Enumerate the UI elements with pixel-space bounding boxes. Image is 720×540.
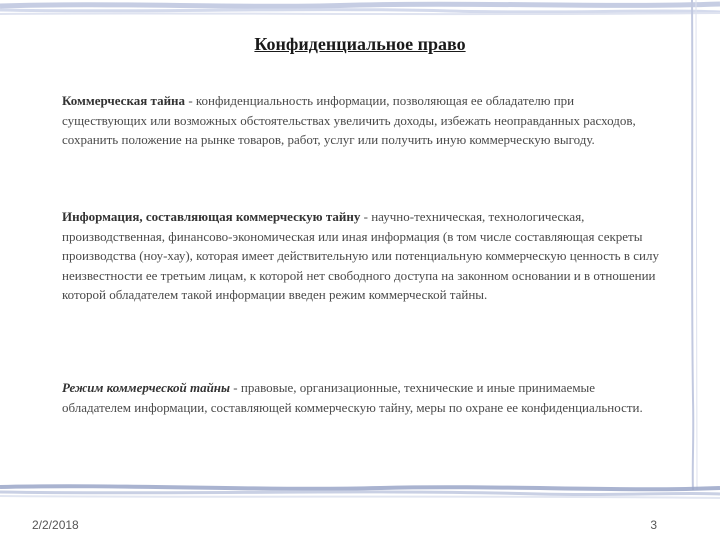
footer-date: 2/2/2018 bbox=[32, 518, 79, 532]
bottom-divider-stroke bbox=[0, 486, 720, 498]
footer-page-number: 3 bbox=[650, 518, 657, 532]
top-border-stroke bbox=[0, 4, 720, 14]
definition-paragraph-trade-secret bbox=[62, 91, 662, 150]
definition-paragraph-secret-regime bbox=[62, 378, 662, 417]
definition-text-secret-information: - научно-техническая, технологическая, производственная, финансово-экономическая или иная информация (в том числе составляющая секреты производства (ноу-хау), которая имеет действительную или потенциальную коммерческую ценность в силу неизвестности ее третьим лицам, к которой нет свободного доступа на законном основании и в отношении которой обладателем такой информации введен режим коммерческой тайны. bbox=[62, 209, 659, 302]
term-trade-secret: Коммерческая тайна bbox=[62, 93, 186, 108]
definition-text-trade-secret: - конфиденциальность информации, позволяющая ее обладателю при существующих или возможных обстоятельствах увеличить доходы, избежать неоправданных расходов, сохранить положение на рынке товаров, работ, услуг или получить иную коммерческую выгоду. bbox=[62, 93, 636, 147]
right-border-stroke bbox=[692, 0, 697, 490]
slide-title: Конфиденциальное право bbox=[254, 34, 466, 54]
definition-text-secret-regime: - правовые, организационные, технические и иные принимаемые обладателем информации, составляющей коммерческую тайну, меры по охране ее конфиденциальности. bbox=[62, 380, 643, 415]
definition-paragraph-secret-information bbox=[62, 207, 662, 305]
term-secret-information: Информация, составляющая коммерческую тайну bbox=[62, 209, 361, 224]
term-secret-regime: Режим коммерческой тайны bbox=[62, 380, 231, 395]
